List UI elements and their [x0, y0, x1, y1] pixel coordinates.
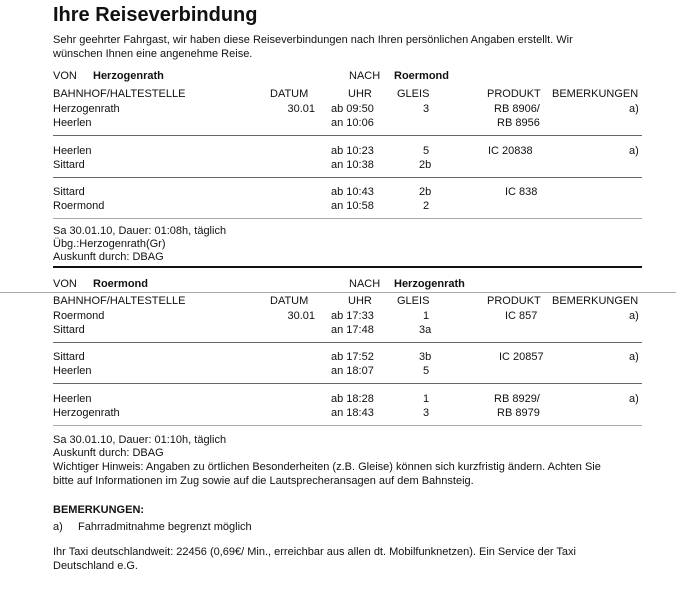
leg-date: 30.01 [287, 310, 315, 322]
leg-product: IC 20838 [488, 145, 533, 157]
important-notice [53, 460, 601, 488]
header-uhr: UHR [348, 88, 372, 100]
remark-key: a) [53, 521, 63, 533]
leg-platform-arr: 3 [423, 407, 430, 419]
divider [53, 425, 642, 426]
header-station: BAHNHOF/HALTESTELLE [53, 88, 186, 100]
taxi-ad [53, 545, 576, 573]
leg-departure: ab 17:52 [331, 351, 374, 363]
info-source: Auskunft durch: DBAG [53, 251, 164, 263]
leg-platform-arr: 2 [423, 200, 430, 212]
transfer-info: Übg.:Herzogenrath(Gr) [53, 238, 166, 250]
leg-product: IC 838 [505, 186, 538, 198]
header-gleis: GLEIS [397, 295, 430, 307]
scan-line [0, 292, 676, 293]
leg-product: IC 857 [505, 310, 538, 322]
leg-product: IC 20857 [499, 351, 544, 363]
leg-arrival: an 10:38 [331, 159, 374, 171]
divider [53, 383, 642, 384]
intro-line: wünschen Ihnen eine angenehme Reise. [53, 48, 253, 60]
leg-from: Roermond [53, 310, 105, 322]
header-bemerkungen: BEMERKUNGEN [552, 88, 639, 100]
leg-note: a) [629, 351, 639, 363]
leg-arrival: an 10:06 [331, 117, 374, 129]
leg-from: Herzogenrath [53, 103, 120, 115]
divider [53, 177, 642, 178]
leg-product: RB 8979 [497, 407, 540, 419]
leg-platform-arr: 2b [419, 159, 432, 171]
leg-from: Sittard [53, 351, 85, 363]
leg-departure: ab 17:33 [331, 310, 374, 322]
leg-note: a) [629, 310, 639, 322]
origin-station: Roermond [93, 278, 148, 290]
leg-to: Sittard [53, 324, 85, 336]
taxi-line: Deutschland e.G. [53, 560, 138, 572]
leg-to: Heerlen [53, 117, 92, 129]
leg-from: Heerlen [53, 145, 92, 157]
leg-from: Heerlen [53, 393, 92, 405]
leg-departure: ab 10:43 [331, 186, 374, 198]
destination-station: Herzogenrath [394, 278, 465, 290]
leg-platform-dep: 2b [419, 186, 432, 198]
leg-to: Roermond [53, 200, 105, 212]
leg-arrival: an 18:07 [331, 365, 374, 377]
header-bemerkungen: BEMERKUNGEN [552, 295, 639, 307]
trip-summary: Sa 30.01.10, Dauer: 01:10h, täglich [53, 434, 227, 446]
header-produkt: PRODUKT [487, 295, 541, 307]
intro-text [53, 33, 573, 61]
leg-date: 30.01 [287, 103, 315, 115]
leg-platform-dep: 5 [423, 145, 430, 157]
header-gleis: GLEIS [397, 88, 430, 100]
leg-platform-dep: 3b [419, 351, 432, 363]
leg-platform-dep: 3 [423, 103, 430, 115]
leg-arrival: an 17:48 [331, 324, 374, 336]
remarks-heading: BEMERKUNGEN: [53, 504, 145, 516]
info-source: Auskunft durch: DBAG [53, 447, 164, 459]
notice-line: Wichtiger Hinweis: Angaben zu örtlichen Besonderheiten (z.B. Gleise) können sich kurzfristig ändern. Achten Sie [53, 461, 601, 473]
leg-platform-arr: 3a [419, 324, 432, 336]
origin-station: Herzogenrath [93, 70, 164, 82]
destination-station: Roermond [394, 70, 449, 82]
leg-departure: ab 10:23 [331, 145, 374, 157]
leg-platform-dep: 1 [423, 310, 430, 322]
nach-label: NACH [349, 278, 381, 290]
leg-departure: ab 09:50 [331, 103, 374, 115]
leg-to: Herzogenrath [53, 407, 120, 419]
header-datum: DATUM [270, 88, 309, 100]
leg-arrival: an 10:58 [331, 200, 374, 212]
divider [53, 218, 642, 219]
header-station: BAHNHOF/HALTESTELLE [53, 295, 186, 307]
header-uhr: UHR [348, 295, 372, 307]
von-label: VON [53, 278, 77, 290]
divider [53, 342, 642, 343]
notice-line: bitte auf Informationen im Zug sowie auf die Lautsprecheransagen auf dem Bahnsteig. [53, 475, 474, 487]
trip-summary: Sa 30.01.10, Dauer: 01:08h, täglich [53, 225, 227, 237]
leg-from: Sittard [53, 186, 85, 198]
leg-note: a) [629, 145, 639, 157]
page-title: Ihre Reiseverbindung [53, 4, 258, 26]
leg-to: Heerlen [53, 365, 92, 377]
intro-line: Sehr geehrter Fahrgast, wir haben diese Reiseverbindungen nach Ihren persönlichen Angaben erstellt. Wir [53, 34, 573, 46]
remark-text: Fahrradmitnahme begrenzt möglich [78, 521, 252, 533]
leg-product: RB 8956 [497, 117, 540, 129]
leg-arrival: an 18:43 [331, 407, 374, 419]
taxi-line: Ihr Taxi deutschlandweit: 22456 (0,69€/ Min., erreichbar aus allen dt. Mobilfunknetzen). Ein Service der Taxi [53, 546, 576, 558]
leg-departure: ab 18:28 [331, 393, 374, 405]
leg-note: a) [629, 393, 639, 405]
leg-platform-dep: 1 [423, 393, 430, 405]
header-produkt: PRODUKT [487, 88, 541, 100]
leg-note: a) [629, 103, 639, 115]
leg-platform-arr: 5 [423, 365, 430, 377]
header-datum: DATUM [270, 295, 309, 307]
leg-product: RB 8906/ [494, 103, 540, 115]
divider [53, 135, 642, 136]
leg-to: Sittard [53, 159, 85, 171]
leg-product: RB 8929/ [494, 393, 540, 405]
nach-label: NACH [349, 70, 381, 82]
von-label: VON [53, 70, 77, 82]
section-divider [53, 266, 642, 268]
